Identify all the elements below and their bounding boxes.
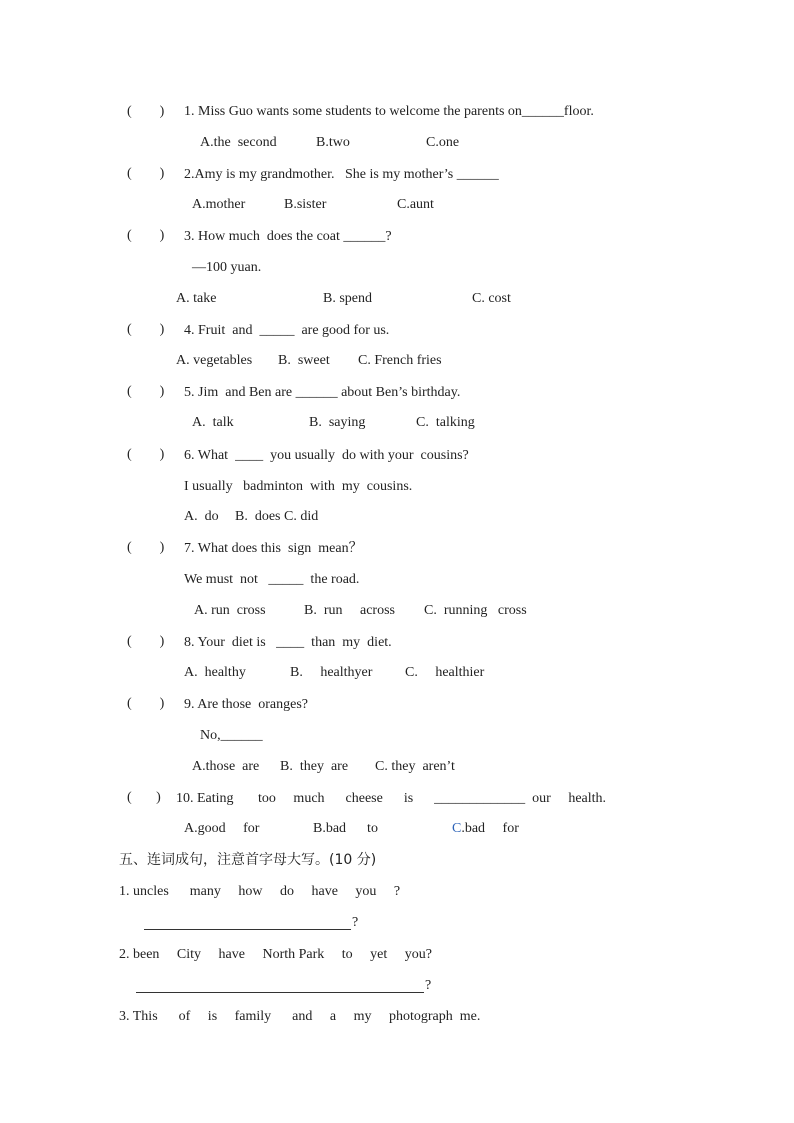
option-a: A. vegetables <box>176 353 253 368</box>
option-a: A. run cross <box>194 603 266 618</box>
option-c: C. talking <box>416 415 475 430</box>
option-a: A. take <box>176 291 217 306</box>
option-c: C.one <box>426 135 460 150</box>
reorder-item-3: 3. This of is family and a my photograph me. <box>119 1009 481 1024</box>
option-c: C. healthier <box>405 665 485 680</box>
option-a: A.mother <box>192 197 246 212</box>
question-subtext: No,______ <box>200 728 263 743</box>
option-a: A. do <box>184 509 219 524</box>
option-a: A. healthy <box>184 665 246 680</box>
answer-parentheses[interactable]: ( ) <box>127 228 165 243</box>
question-text: 5. Jim and Ben are ______ about Ben’s birthday. <box>184 385 461 400</box>
section-heading: 五、连词成句，注意首字母大写。(10 分) <box>119 852 377 868</box>
question-text: 9. Are those oranges? <box>184 697 309 712</box>
answer-line-2[interactable] <box>136 992 424 993</box>
answer-parentheses[interactable]: ( ) <box>127 384 165 399</box>
question-text: 10. Eating too much cheese is _____________ our health. <box>176 791 607 806</box>
question-text: 4. Fruit and _____ are good for us. <box>184 323 390 338</box>
option-b: B.bad to <box>313 821 378 836</box>
question-text: 6. What ____ you usually do with your cousins? <box>184 448 469 463</box>
answer-end-1: ? <box>352 915 359 930</box>
question-text: 3. How much does the coat ______? <box>184 229 392 244</box>
option-b: B. run across <box>304 603 395 618</box>
option-b: B.two <box>316 135 350 150</box>
answer-parentheses[interactable]: ( ) <box>127 322 165 337</box>
option-c: C.bad for <box>452 821 519 836</box>
option-a: A.the second <box>200 135 277 150</box>
question-subtext: I usually badminton with my cousins. <box>184 479 413 494</box>
answer-line-1[interactable] <box>144 929 351 930</box>
question-text: 8. Your diet is ____ than my diet. <box>184 635 392 650</box>
question-text: 7. What does this sign mean？ <box>184 541 363 556</box>
option-c: C. French fries <box>358 353 442 368</box>
answer-parentheses[interactable]: ( ) <box>127 166 165 181</box>
option-b: B. healthyer <box>290 665 373 680</box>
reorder-item-1: 1. uncles many how do have you ? <box>119 884 401 899</box>
option-c: C. cost <box>472 291 511 306</box>
option-b: B. sweet <box>278 353 330 368</box>
option-b: B. spend <box>323 291 372 306</box>
question-text: 2.Amy is my grandmother. She is my mother’s ______ <box>184 167 499 182</box>
question-subtext: —100 yuan. <box>192 260 262 275</box>
answer-parentheses[interactable]: ( ) <box>127 447 165 462</box>
option-c: C. they aren’t <box>375 759 455 774</box>
option-b: B. they are <box>280 759 349 774</box>
option-b: B. does C. did <box>235 509 319 524</box>
question-subtext: We must not _____ the road. <box>184 572 360 587</box>
option-b: B. saying <box>309 415 366 430</box>
option-a: A. talk <box>192 415 234 430</box>
option-c: C. running cross <box>424 603 527 618</box>
reorder-item-2: 2. been City have North Park to yet you? <box>119 947 433 962</box>
option-a: A.those are <box>192 759 260 774</box>
question-text: 1. Miss Guo wants some students to welcome the parents on______floor. <box>184 104 594 119</box>
option-c: C.aunt <box>397 197 434 212</box>
answer-parentheses[interactable]: ( ) <box>127 696 165 711</box>
answer-end-2: ? <box>425 978 432 993</box>
answer-parentheses[interactable]: ( ) <box>127 790 161 805</box>
answer-parentheses[interactable]: ( ) <box>127 540 165 555</box>
option-a: A.good for <box>184 821 260 836</box>
option-b: B.sister <box>284 197 327 212</box>
answer-parentheses[interactable]: ( ) <box>127 104 165 119</box>
answer-parentheses[interactable]: ( ) <box>127 634 165 649</box>
